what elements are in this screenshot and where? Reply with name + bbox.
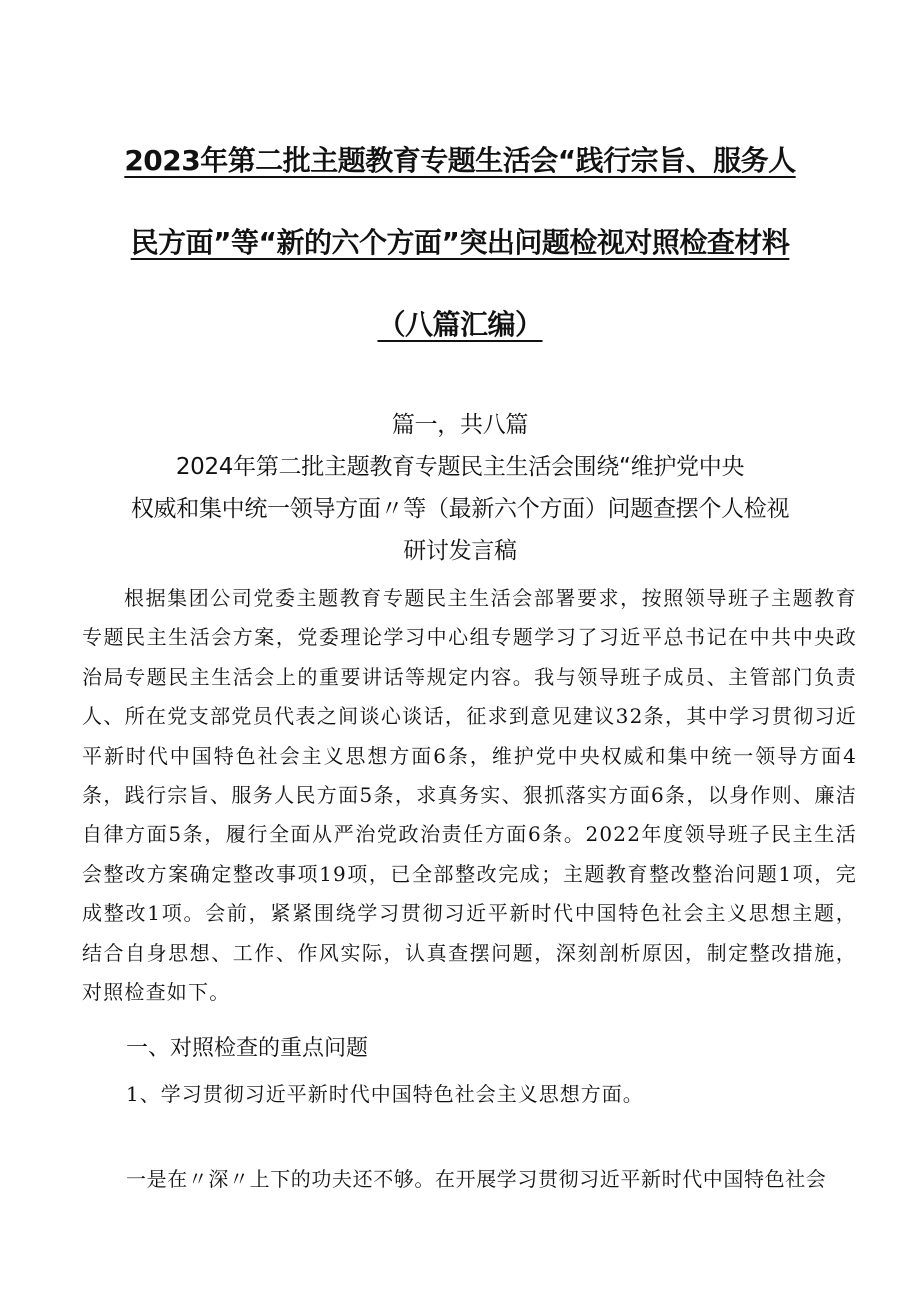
document-title-line-3: （八篇汇编）	[377, 308, 543, 341]
article-title-line-1: 2024年第二批主题教育专题民主生活会围绕“维护党中央	[175, 454, 745, 480]
section-heading: 一、对照检查的重点问题	[126, 1036, 369, 1061]
intro-paragraph: 根据集团公司党委主题教育专题民主生活会部署要求，按照领导班子主题教育专题民主生活会方案，党委理论学习中心组专题学习了习近平总书记在中共中央政治局专题民主生活会上的重要讲话等规定内容。我与领导班子成员、主管部门负责人、所在党支部党员代表之间谈心谈话，征求到意见建议32条，其中学习贯彻习近平新时代中国特色社会主义思想方面6条，维护党中央权威和集中统一领导方面4条，践行宗旨、服务人民方面5条，求真务实、狠抓落实方面6条，以身作则、廉洁自律方面5条，履行全面从严治党政治责任方面6条。2022年度领导班子民主生活会整改方案确定整改事项19项，已全部整改完成；主题教育整改整治问题1项，完成整改1项。会前，紧紧围绕学习贯彻习近平新时代中国特色社会主义思想主题，结合自身思想、工作、作风实际，认真查摆问题，深刻剖析原因，制定整改措施，对照检查如下。	[82, 586, 857, 1005]
article-label: 篇一，共八篇	[391, 412, 529, 438]
document-title-line-1: 2023年第二批主题教育专题生活会“践行宗旨、服务人	[124, 144, 796, 177]
item-1: 1、学习贯彻习近平新时代中国特色社会主义思想方面。	[126, 1082, 644, 1106]
article-title-line-3: 研讨发言稿	[403, 538, 517, 564]
article-title-line-2: 权威和集中统一领导方面〃等（最新六个方面）问题查摆个人检视	[130, 496, 790, 522]
document-title-line-2: 民方面”等“新的六个方面”突出问题检视对照检查材料	[130, 226, 790, 259]
paragraph-start-line: 一是在〃深〃上下的功夫还不够。在开展学习贯彻习近平新时代中国特色社会	[126, 1167, 827, 1191]
